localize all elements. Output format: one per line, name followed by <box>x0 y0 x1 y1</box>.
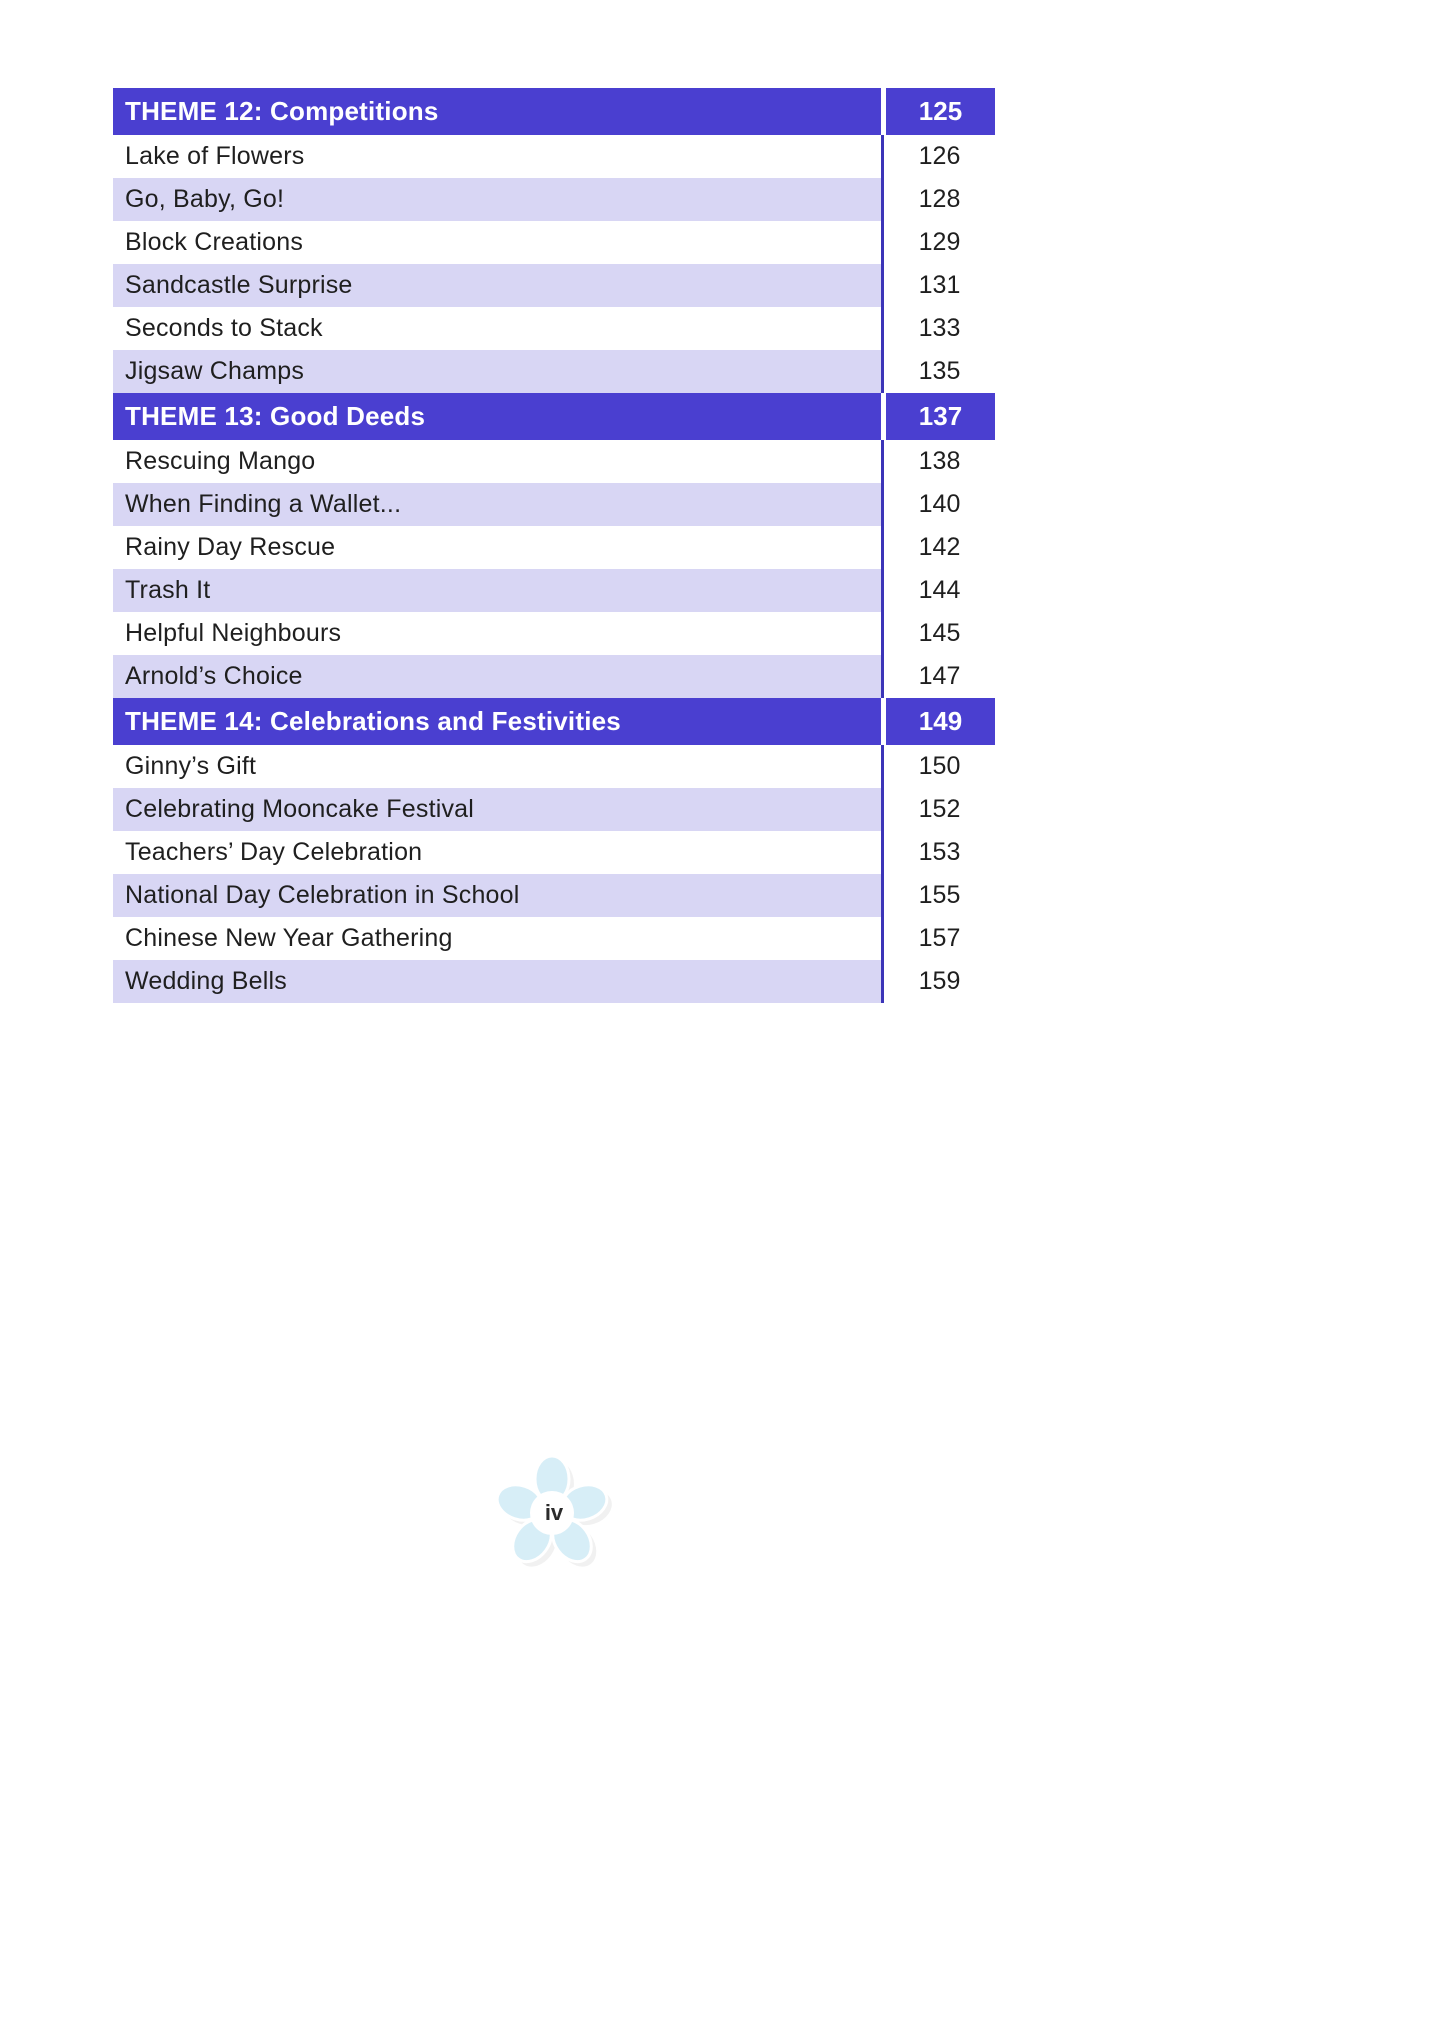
toc-entry-row <box>113 526 995 569</box>
theme-page-number: 149 <box>881 698 995 745</box>
toc-entry-title: National Day Celebration in School <box>125 881 520 909</box>
toc-entry-title: Block Creations <box>125 228 304 256</box>
toc-entry-title: Rainy Day Rescue <box>125 533 336 561</box>
toc-entry-row <box>113 178 995 221</box>
toc-entry-page: 126 <box>881 135 995 178</box>
toc-theme-row <box>113 393 995 440</box>
toc-entry-page: 159 <box>881 960 995 1003</box>
toc-entry-title: Wedding Bells <box>125 967 287 995</box>
toc-entry-title: Teachers’ Day Celebration <box>125 838 423 866</box>
toc-entry-row <box>113 831 995 874</box>
toc-entry-page: 157 <box>881 917 995 960</box>
toc-theme-row <box>113 88 995 135</box>
toc-entry-title: Go, Baby, Go! <box>125 185 285 213</box>
toc-entry-row <box>113 745 995 788</box>
toc-entry-row <box>113 612 995 655</box>
toc-entry-page: 135 <box>881 350 995 393</box>
toc-entry-page: 152 <box>881 788 995 831</box>
toc-entry-title: Celebrating Mooncake Festival <box>125 795 475 823</box>
toc-entry-title: Ginny’s Gift <box>125 752 257 780</box>
toc-entry-row <box>113 483 995 526</box>
toc-entry-row <box>113 917 995 960</box>
toc-entry-page: 150 <box>881 745 995 788</box>
toc-entry-page: 145 <box>881 612 995 655</box>
toc-entry-page: 128 <box>881 178 995 221</box>
toc-entry-page: 142 <box>881 526 995 569</box>
toc-entry-page: 133 <box>881 307 995 350</box>
toc-entry-page: 140 <box>881 483 995 526</box>
toc-entry-row <box>113 264 995 307</box>
toc-entry-page: 144 <box>881 569 995 612</box>
toc-entry-title: Chinese New Year Gathering <box>125 924 453 952</box>
toc-entry-row <box>113 960 995 1003</box>
theme-page-number: 137 <box>881 393 995 440</box>
footer-decoration <box>489 1448 619 1578</box>
toc-entry-page: 147 <box>881 655 995 698</box>
toc-entry-title: Trash It <box>125 576 211 604</box>
toc-entry-row <box>113 307 995 350</box>
toc-entry-row <box>113 874 995 917</box>
toc-entry-title: Arnold’s Choice <box>125 662 303 690</box>
toc-entry-title: Seconds to Stack <box>125 314 323 342</box>
toc-entry-title: Sandcastle Surprise <box>125 271 353 299</box>
theme-title: THEME 12: Competitions <box>113 88 881 135</box>
theme-title: THEME 14: Celebrations and Festivities <box>113 698 881 745</box>
toc-entry-row <box>113 221 995 264</box>
toc-entry-row <box>113 135 995 178</box>
toc-entry-page: 131 <box>881 264 995 307</box>
toc-entry-page: 129 <box>881 221 995 264</box>
toc-entry-page: 138 <box>881 440 995 483</box>
toc-entry-row <box>113 655 995 698</box>
toc-entry-title: When Finding a Wallet... <box>125 490 402 518</box>
toc-entry-row <box>113 569 995 612</box>
toc-entry-row <box>113 788 995 831</box>
toc-entry-page: 155 <box>881 874 995 917</box>
page-number: iv <box>544 1500 564 1525</box>
toc-entry-title: Jigsaw Champs <box>125 357 305 385</box>
toc-table <box>113 88 995 1003</box>
toc-entry-page: 153 <box>881 831 995 874</box>
page-footer <box>113 1438 995 1588</box>
theme-title: THEME 13: Good Deeds <box>113 393 881 440</box>
toc-entry-title: Helpful Neighbours <box>125 619 342 647</box>
toc-entry-row <box>113 440 995 483</box>
toc-theme-row <box>113 698 995 745</box>
toc-entry-title: Rescuing Mango <box>125 447 316 475</box>
theme-page-number: 125 <box>881 88 995 135</box>
toc-entry-title: Lake of Flowers <box>125 142 305 170</box>
toc-entry-row <box>113 350 995 393</box>
